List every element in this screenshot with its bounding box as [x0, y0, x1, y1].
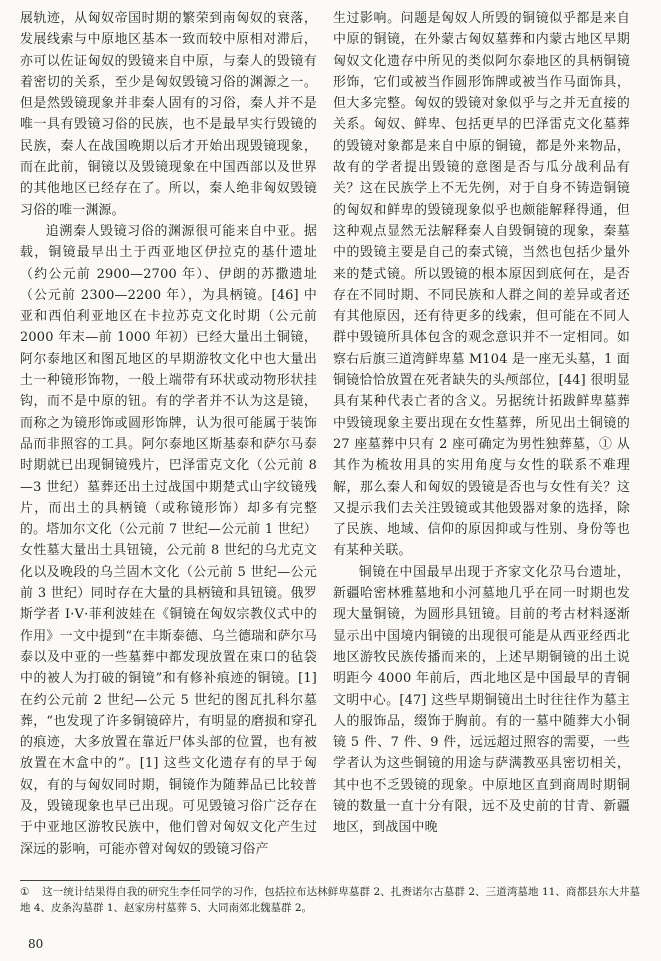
footnote — [20, 884, 640, 916]
body-paragraph: 生过影响。问题是匈奴人所毁的铜镜似乎都是来自中原的铜镜，在外蒙古匈奴墓葬和内蒙古地区早期匈奴文化遗存中所见的类似阿尔泰地区的具柄铜镜形饰，它们或被当作圆形饰牌或被当作马面饰具，但大多完整。匈奴的毁镜对象似乎与之并无直接的关系。匈奴、鲜卑、包括更早的巴泽雷克文化墓葬的毁镜对象都是来自中原的铜镜，都是外来物品，故有的学者提出毁镜的意图是否与瓜分战利品有关？这在民族学上不无先例，对于自身不铸造铜镜的匈奴和鲜卑的毁镜现象似乎也颇能解释得通，但这种观点显然无法解释秦人自毁铜镜的现象，秦墓中的毁镜主要是自己的秦式镜，当然也包括少量外来的楚式镜。所以毁镜的根本原因到底何在，是否存在不同时期、不同民族和人群之间的差异或者还有其他原因，还有待更多的线索，但可能在不同人群中毁镜所具体包含的观念意识并不一定相同。如察右后旗三道湾鲜卑墓 M104 是一座无头墓，1 面铜镜恰恰放置在死者缺失的头颅部位，[44] 很明显具有某种代表亡者的含义。另据统计拓跋鲜卑墓葬中毁镜现象主要出现在女性墓葬，所见出土铜镜的 27 座墓葬中只有 2 座可确定为男性独葬墓，① 从其作为梳妆用具的实用角度与女性的联系不难理解，那么秦人和匈奴的毁镜是否也与女性有关？这又提示我们去关注毁镜或其他毁器对象的选择，除了民族、地域、信仰的原因抑或与性别、身份等也有某种关联。 — [333, 11, 630, 559]
page-number: 80 — [28, 937, 44, 951]
body-paragraph: 铜镜在中国最早出现于齐家文化尕马台遗址，新疆哈密林雅墓地和小河墓地几乎在同一时期也发现大量铜镜，为圆形具钮镜。目前的考古材料逐渐显示出中国境内铜镜的出现很可能是从西亚经西北地区游牧民族传播而来的，上述早期铜镜的出土说明距今 4000 年前后，西北地区是中国最早的青铜文明中心。[47] 这些早期铜镜出土时往往作为墓主人的服饰品，缀饰于胸前。有的一墓中随葬大小铜镜 5 件、7 件、9 件，远远超过照容的需要，一些学者认为这些铜镜的用途与萨满教巫具密切相关，其中也不乏毁镜的现象。中原地区直到商周时期铜镜的数量一直十分有限，远不及史前的甘青、新疆地区，到战国中晚 — [333, 564, 630, 836]
footnote-divider — [20, 880, 200, 881]
body-paragraph: 展轨迹，从匈奴帝国时期的繁荣到南匈奴的衰落，发展线索与中原地区基本一致而较中原相对滞后，亦可以佐证匈奴的毁镜来自中原，与秦人的毁镜有着密切的关系，至少是匈奴毁镜习俗的渊源之一。但是然毁镜现象并非秦人固有的习俗，秦人并不是唯一具有毁镜习俗的民族，也不是最早实行毁镜的民族，秦人在战国晚期以后才开始出现毁镜现象，而在此前，铜镜以及毁镜现象在中国西部以及世界的其他地区已经存在了。所以，秦人绝非匈奴毁镜习俗的唯一渊源。 — [20, 11, 317, 218]
right-text-column — [333, 8, 630, 839]
left-text-column — [20, 8, 317, 860]
footnote-marker: ① — [20, 886, 30, 898]
body-paragraph: 追溯秦人毁镜习俗的渊源很可能来自中亚。据载，铜镜最早出土于西亚地区伊拉克的基什遗址（约公元前 2900—2700 年）、伊朗的苏撒遗址（公元前 2300—2200 年），为具柄镜。[46] 中亚和西伯利亚地区在卡拉苏克文化时期（公元前 2000 年末—前 1000 年初）已经大量出土铜镜，阿尔泰地区和图瓦地区的早期游牧文化中也大量出土一种镜形饰物，一般上端带有环状或动物形状挂钩，而不是中原的钮。有的学者并不认为这是镜，而称之为镜形饰或圆形饰牌，认为很可能属于装饰品而非照容的工具。阿尔泰地区斯基泰和萨尔马泰时期就已出现铜镜残片，巴泽雷克文化（公元前 8—3 世纪）墓葬还出土过战国中期楚式山字纹镜残片，而出土的具柄镜（或称镜形饰）却多有完整的。塔加尔文化（公元前 7 世纪—公元前 1 世纪）女性墓大量出土具钮镜，公元前 8 世纪的乌尤克文化以及晚段的乌兰固木文化（公元前 5 世纪—公元前 3 世纪）同时存在大量的具柄镜和具钮镜。俄罗斯学者 I·V·菲利波娃在《铜镜在匈奴宗教仪式中的作用》一文中提到“在丰斯泰德、乌兰德瑞和萨尔马泰以及中亚的一些墓葬中都发现放置在束口的毡袋中的被人为打破的铜镜”和有修补痕迹的铜镜。[1] 在约公元前 2 世纪—公元 5 世纪的图瓦扎科尔墓葬，“也发现了许多铜镜碎片，有明显的磨损和穿孔的痕迹，大多放置在靠近尸体头部的位置，也有被放置在木盒中的”。[1] 这些文化遗存有的早于匈奴，有的与匈奴同时期，铜镜作为随葬品已比较普及，毁镜现象也早已出现。可见毁镜习俗广泛存在于中亚地区游牧民族中，他们曾对匈奴文化产生过深远的影响，可能亦曾对匈奴的毁镜习俗产 — [20, 223, 317, 857]
footnote-text: 这一统计结果得自我的研究生李任同学的习作，包括拉布达林鲜卑墓群 2、扎赉诺尔古墓群 2、三道湾墓地 11、商都县东大井墓地 4、皮条沟墓群 1、赵家房村墓葬 5、大同南郊北魏墓群 2。 — [20, 886, 640, 914]
